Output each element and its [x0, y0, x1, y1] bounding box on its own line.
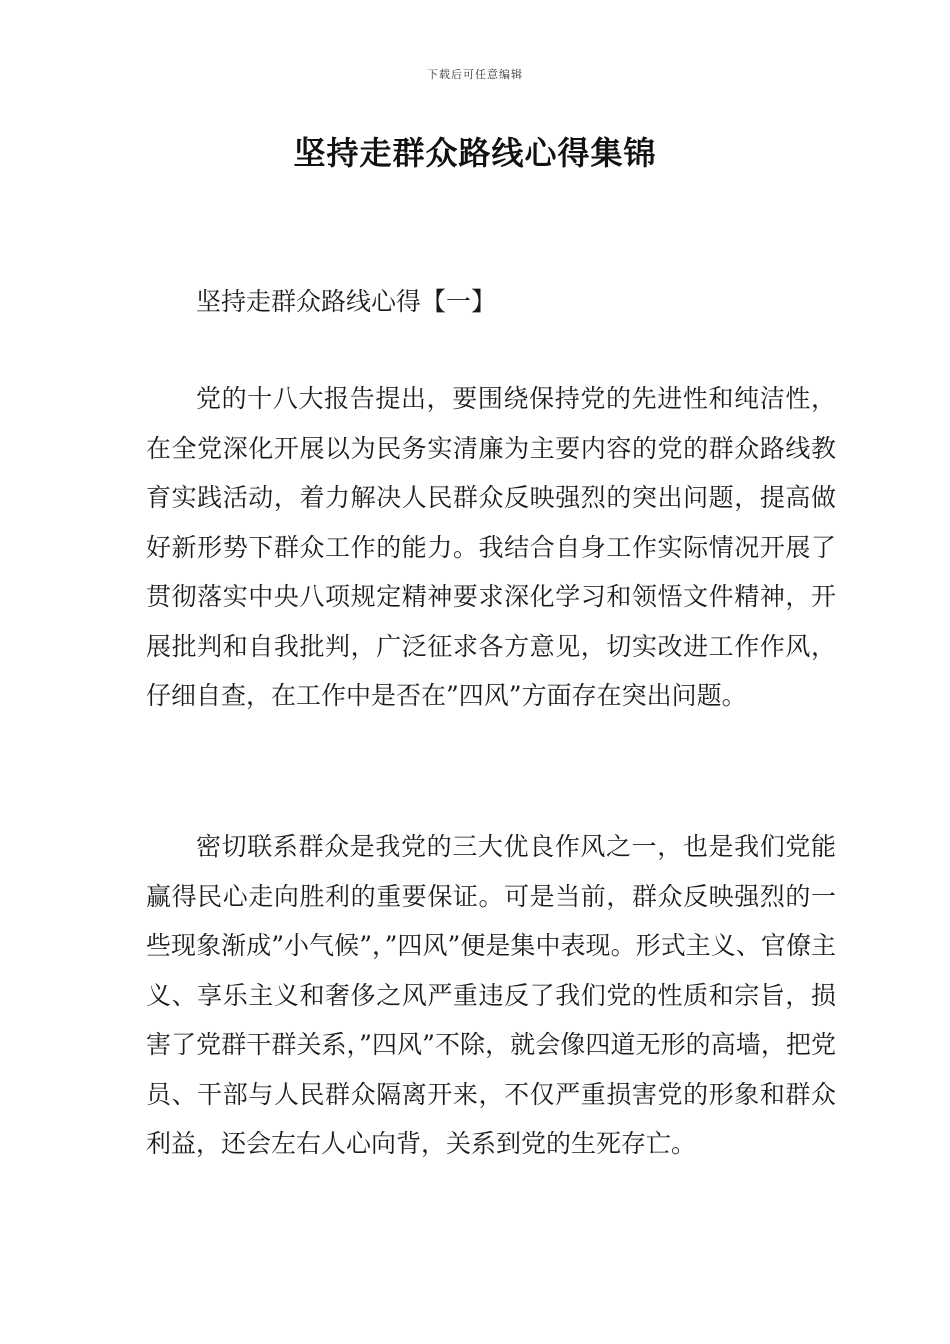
section-heading: 坚持走群众路线心得【一】: [196, 287, 497, 316]
paragraph-2: 密切联系群众是我党的三大优良作风之一，也是我们党能赢得民心走向胜利的重要保证。可是当前，群众反映强烈的一些现象渐成”小气候”，”四风”便是集中表现。形式主义、官僚主义、享乐主义和奢侈之风严重违反了我们党的性质和宗旨，损害了党群干群关系，”四风”不除，就会像四道无形的高墙，把党员、干部与人民群众隔离开来，不仅严重损害党的形象和群众利益，还会左右人心向背，关系到党的生死存亡。: [146, 832, 836, 1158]
header-note: 下载后可任意编辑: [427, 68, 523, 81]
paragraph-1: 党的十八大报告提出，要围绕保持党的先进性和纯洁性，在全党深化开展以为民务实清廉为主要内容的党的群众路线教育实践活动，着力解决人民群众反映强烈的突出问题，提高做好新形势下群众工作的能力。我结合自身工作实际情况开展了贯彻落实中央八项规定精神要求深化学习和领悟文件精神，开展批判和自我批判，广泛征求各方意见，切实改进工作作风，仔细自查，在工作中是否在”四风”方面存在突出问题。: [146, 384, 836, 710]
document-title: 坚持走群众路线心得集锦: [293, 134, 657, 172]
